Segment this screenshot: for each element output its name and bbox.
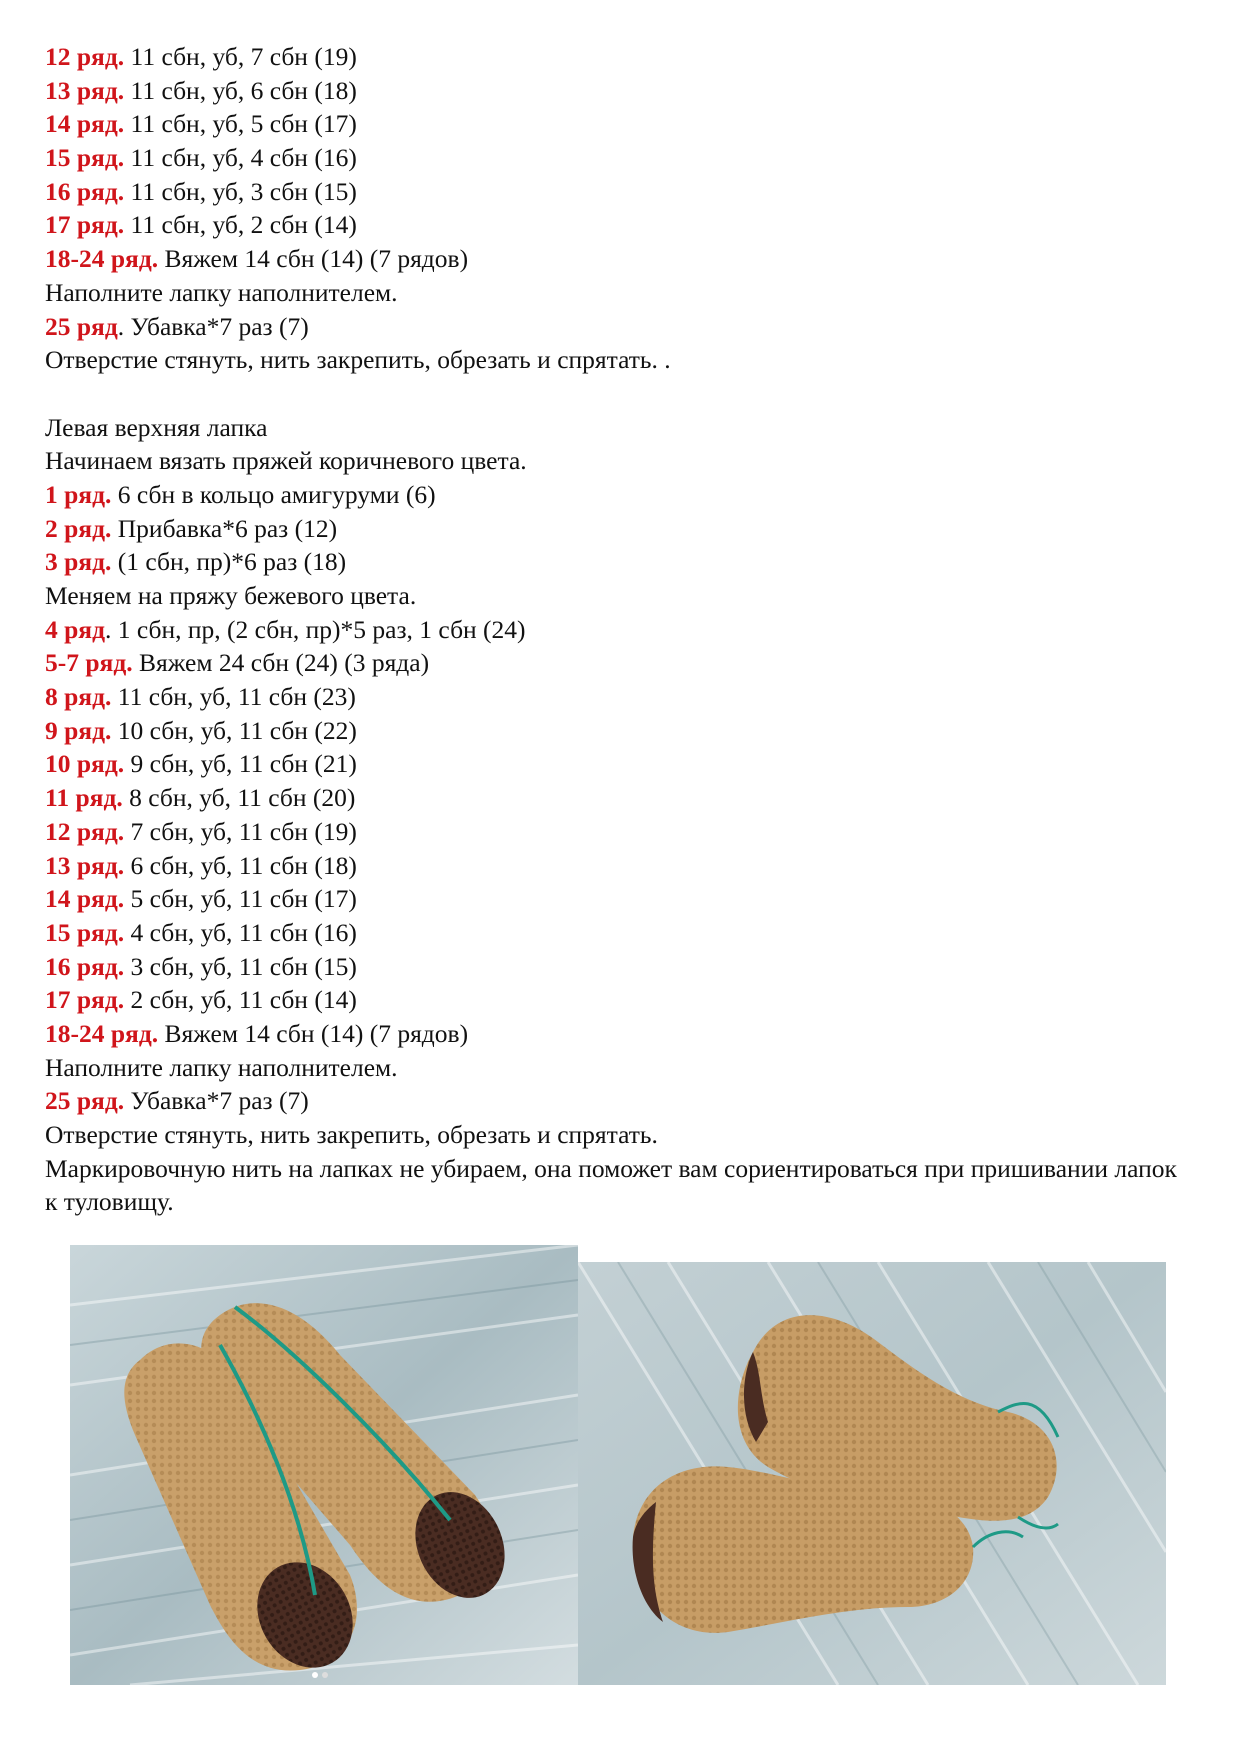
row-number: 3 ряд.	[45, 547, 112, 577]
row-number: 13 ряд.	[45, 75, 125, 105]
pattern-line	[45, 545, 1195, 579]
row-number: 16 ряд.	[45, 176, 125, 206]
pattern-line	[45, 916, 1195, 950]
row-instruction: . Убавка*7 раз (7)	[117, 311, 309, 341]
row-instruction: 9 сбн, уб, 11 сбн (21)	[124, 749, 357, 779]
row-instruction: . 1 сбн, пр, (2 сбн, пр)*5 раз, 1 сбн (24)	[105, 614, 526, 644]
row-instruction: Отверстие стянуть, нить закрепить, обрезать и спрятать. .	[45, 345, 671, 375]
row-number: 11 ряд.	[45, 783, 123, 813]
row-number: 15 ряд.	[45, 917, 125, 947]
row-instruction: Наполните лапку наполнителем.	[45, 1052, 398, 1082]
section-2-title: Левая верхняя лапка	[45, 412, 268, 442]
pattern-line	[45, 40, 1195, 74]
row-number: 14 ряд.	[45, 884, 125, 914]
row-instruction: Начинаем вязать пряжей коричневого цвета.	[45, 446, 527, 476]
row-instruction: Наполните лапку наполнителем.	[45, 277, 398, 307]
pattern-line	[45, 310, 1195, 344]
pattern-line	[45, 444, 1195, 478]
pattern-line	[45, 1118, 1195, 1152]
row-instruction: 10 сбн, уб, 11 сбн (22)	[111, 715, 357, 745]
row-instruction: Вяжем 14 сбн (14) (7 рядов)	[158, 1018, 469, 1048]
row-instruction: Вяжем 14 сбн (14) (7 рядов)	[158, 244, 469, 274]
row-number: 8 ряд.	[45, 682, 112, 712]
row-number: 1 ряд.	[45, 479, 112, 509]
row-instruction: 11 сбн, уб, 5 сбн (17)	[124, 109, 357, 139]
row-instruction: 3 сбн, уб, 11 сбн (15)	[124, 951, 357, 981]
row-instruction: Убавка*7 раз (7)	[124, 1086, 309, 1116]
pattern-line	[45, 613, 1195, 647]
row-instruction: Прибавка*6 раз (12)	[111, 513, 338, 543]
row-number: 18-24 ряд.	[45, 244, 159, 274]
pattern-line	[45, 175, 1195, 209]
pattern-line	[45, 747, 1195, 781]
row-instruction: 7 сбн, уб, 11 сбн (19)	[124, 816, 357, 846]
pattern-line	[45, 343, 1195, 377]
pattern-line	[45, 882, 1195, 916]
row-number: 17 ряд.	[45, 985, 125, 1015]
pattern-line	[45, 950, 1195, 984]
row-number: 5-7 ряд.	[45, 648, 133, 678]
pattern-line	[45, 680, 1195, 714]
pattern-line	[45, 646, 1195, 680]
row-instruction: Вяжем 24 сбн (24) (3 ряда)	[132, 648, 430, 678]
pattern-line	[45, 815, 1195, 849]
row-number: 12 ряд.	[45, 816, 125, 846]
row-instruction: 11 сбн, уб, 4 сбн (16)	[124, 143, 357, 173]
row-number: 18-24 ряд.	[45, 1018, 159, 1048]
row-instruction: 11 сбн, уб, 3 сбн (15)	[124, 176, 357, 206]
row-number: 13 ряд.	[45, 850, 125, 880]
pattern-line	[45, 1017, 1195, 1051]
row-instruction: 11 сбн, уб, 6 сбн (18)	[124, 75, 357, 105]
pattern-line	[45, 107, 1195, 141]
row-number: 16 ряд.	[45, 951, 125, 981]
row-instruction: Отверстие стянуть, нить закрепить, обрезать и спрятать.	[45, 1120, 658, 1149]
pattern-line	[45, 141, 1195, 175]
row-instruction: 11 сбн, уб, 11 сбн (23)	[111, 682, 356, 712]
pattern-line	[45, 276, 1195, 310]
row-instruction: (1 сбн, пр)*6 раз (18)	[111, 547, 347, 577]
row-instruction: Меняем на пряжу бежевого цвета.	[45, 581, 417, 610]
section-1-lines	[45, 40, 1195, 377]
pattern-line	[45, 849, 1195, 883]
row-number: 25 ряд	[45, 311, 118, 341]
row-number: 4 ряд	[45, 614, 106, 644]
pattern-line	[45, 208, 1195, 242]
pattern-line	[45, 478, 1195, 512]
pattern-line	[45, 1051, 1195, 1085]
pattern-line	[45, 1084, 1195, 1118]
row-instruction: 11 сбн, уб, 7 сбн (19)	[124, 42, 357, 71]
pattern-line	[45, 512, 1195, 546]
crocheted-paws-photo-left	[70, 1245, 578, 1685]
row-number: 15 ряд.	[45, 143, 125, 173]
row-instruction: 6 сбн в кольцо амигуруми (6)	[111, 479, 436, 509]
row-instruction: 4 сбн, уб, 11 сбн (16)	[124, 917, 357, 947]
row-instruction: 6 сбн, уб, 11 сбн (18)	[124, 850, 357, 880]
row-number: 9 ряд.	[45, 715, 112, 745]
row-number: 25 ряд.	[45, 1086, 125, 1116]
row-instruction: 8 сбн, уб, 11 сбн (20)	[122, 783, 356, 813]
crocheted-paws-photo-right	[578, 1262, 1166, 1685]
row-instruction: 5 сбн, уб, 11 сбн (17)	[124, 884, 357, 914]
section-2-lines	[45, 444, 1195, 1151]
section-1-text	[45, 40, 1195, 1219]
row-number: 10 ряд.	[45, 749, 125, 779]
blank-line	[45, 377, 1195, 411]
closing-note: Маркировочную нить на лапках не убираем, она поможет вам сориентироваться при пришивании лапок к туловищу.	[45, 1153, 1177, 1217]
pattern-line	[45, 579, 1195, 613]
pattern-line	[45, 983, 1195, 1017]
pattern-line	[45, 74, 1195, 108]
row-number: 17 ряд.	[45, 210, 125, 240]
row-instruction: 11 сбн, уб, 2 сбн (14)	[124, 210, 357, 240]
pattern-line	[45, 242, 1195, 276]
row-number: 12 ряд.	[45, 42, 125, 71]
pattern-line	[45, 781, 1195, 815]
row-instruction: 2 сбн, уб, 11 сбн (14)	[124, 985, 357, 1015]
row-number: 2 ряд.	[45, 513, 112, 543]
pattern-line	[45, 714, 1195, 748]
row-number: 14 ряд.	[45, 109, 125, 139]
